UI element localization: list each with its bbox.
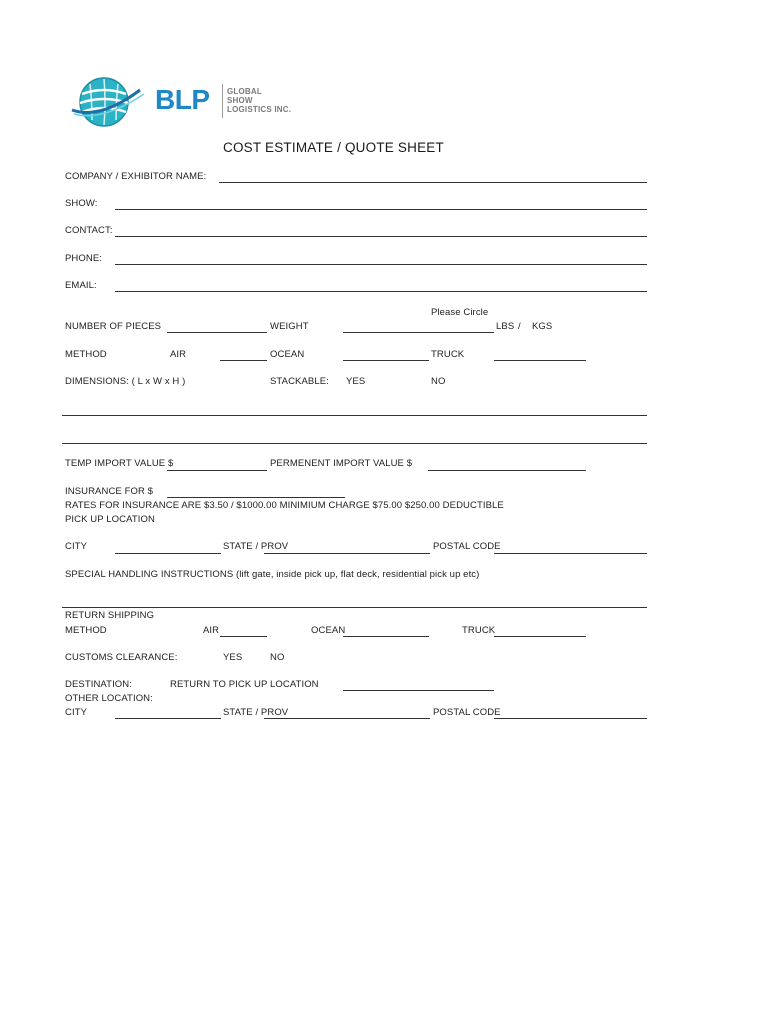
pickup-state-field[interactable] [264,553,430,554]
return-method-label: METHOD [65,625,107,636]
insurance-label: INSURANCE FOR $ [65,486,154,497]
return-ocean-option[interactable]: OCEAN [311,625,346,636]
pieces-label: NUMBER OF PIECES [65,321,162,332]
return-postal-label: POSTAL CODE [433,707,501,718]
return-air-option[interactable]: AIR [203,625,220,636]
dimensions-field-1[interactable] [62,415,647,416]
stackable-yes-option[interactable]: YES [346,376,366,387]
method-ocean-option[interactable]: OCEAN [270,349,305,360]
method-air-field[interactable] [220,360,267,361]
method-truck-option[interactable]: TRUCK [431,349,465,360]
unit-kgs-option[interactable]: KGS [532,321,553,332]
pickup-city-label: CITY [65,541,88,552]
company-label: COMPANY / EXHIBITOR NAME: [65,171,207,182]
logo-line3: LOGISTICS INC. [227,105,292,114]
dimensions-label: DIMENSIONS: ( L x W x H ) [65,376,186,387]
insurance-field[interactable] [167,497,345,498]
globe-icon [70,76,150,128]
phone-field[interactable] [115,264,647,265]
return-truck-field[interactable] [494,636,586,637]
company-field[interactable] [219,182,647,183]
contact-label: CONTACT: [65,225,113,236]
pickup-postal-field[interactable] [494,553,647,554]
email-label: EMAIL: [65,280,97,291]
page-title: COST ESTIMATE / QUOTE SHEET [223,140,444,155]
logo-line1: GLOBAL [227,87,262,96]
show-field[interactable] [115,209,647,210]
logo-divider [222,84,223,118]
return-truck-option[interactable]: TRUCK [462,625,496,636]
destination-label: DESTINATION: [65,679,132,690]
temp-import-field[interactable] [167,470,267,471]
return-to-pickup-field[interactable] [343,690,494,691]
return-shipping-heading: RETURN SHIPPING [65,610,155,621]
weight-field[interactable] [343,332,494,333]
insurance-rates-note: RATES FOR INSURANCE ARE $3.50 / $1000.00 MINIMIUM CHARGE $75.00 $250.00 DEDUCTIBLE [65,500,504,511]
special-handling-label: SPECIAL HANDLING INSTRUCTIONS (lift gate, inside pick up, flat deck, residential pick up etc) [65,569,480,580]
customs-label: CUSTOMS CLEARANCE: [65,652,178,663]
pickup-location-label: PICK UP LOCATION [65,514,155,525]
show-label: SHOW: [65,198,98,209]
stackable-label: STACKABLE: [270,376,329,387]
phone-label: PHONE: [65,253,103,264]
return-postal-field[interactable] [494,718,647,719]
logo-brand: BLP [155,84,210,115]
method-truck-field[interactable] [494,360,586,361]
return-ocean-field[interactable] [343,636,429,637]
temp-import-label: TEMP IMPORT VALUE $ [65,458,174,469]
permanent-import-label: PERMENENT IMPORT VALUE $ [270,458,413,469]
return-state-field[interactable] [264,718,430,719]
permanent-import-field[interactable] [428,470,586,471]
unit-lbs-option[interactable]: LBS [496,321,515,332]
other-location-label: OTHER LOCATION: [65,693,153,704]
return-to-pickup-option[interactable]: RETURN TO PICK UP LOCATION [170,679,319,690]
pieces-field[interactable] [167,332,267,333]
pickup-city-field[interactable] [115,553,221,554]
dimensions-field-2[interactable] [62,443,647,444]
please-circle-note: Please Circle [431,307,489,318]
customs-no-option[interactable]: NO [270,652,285,663]
return-air-field[interactable] [220,636,267,637]
contact-field[interactable] [115,236,647,237]
method-air-option[interactable]: AIR [170,349,187,360]
special-handling-field[interactable] [62,607,647,608]
weight-label: WEIGHT [270,321,309,332]
unit-separator: / [518,321,521,332]
customs-yes-option[interactable]: YES [223,652,243,663]
return-city-label: CITY [65,707,88,718]
method-label: METHOD [65,349,107,360]
pickup-state-label: STATE / PROV [223,541,289,552]
return-state-label: STATE / PROV [223,707,289,718]
email-field[interactable] [115,291,647,292]
method-ocean-field[interactable] [343,360,429,361]
return-city-field[interactable] [115,718,221,719]
pickup-postal-label: POSTAL CODE [433,541,501,552]
stackable-no-option[interactable]: NO [431,376,446,387]
logo-line2: SHOW [227,96,253,105]
